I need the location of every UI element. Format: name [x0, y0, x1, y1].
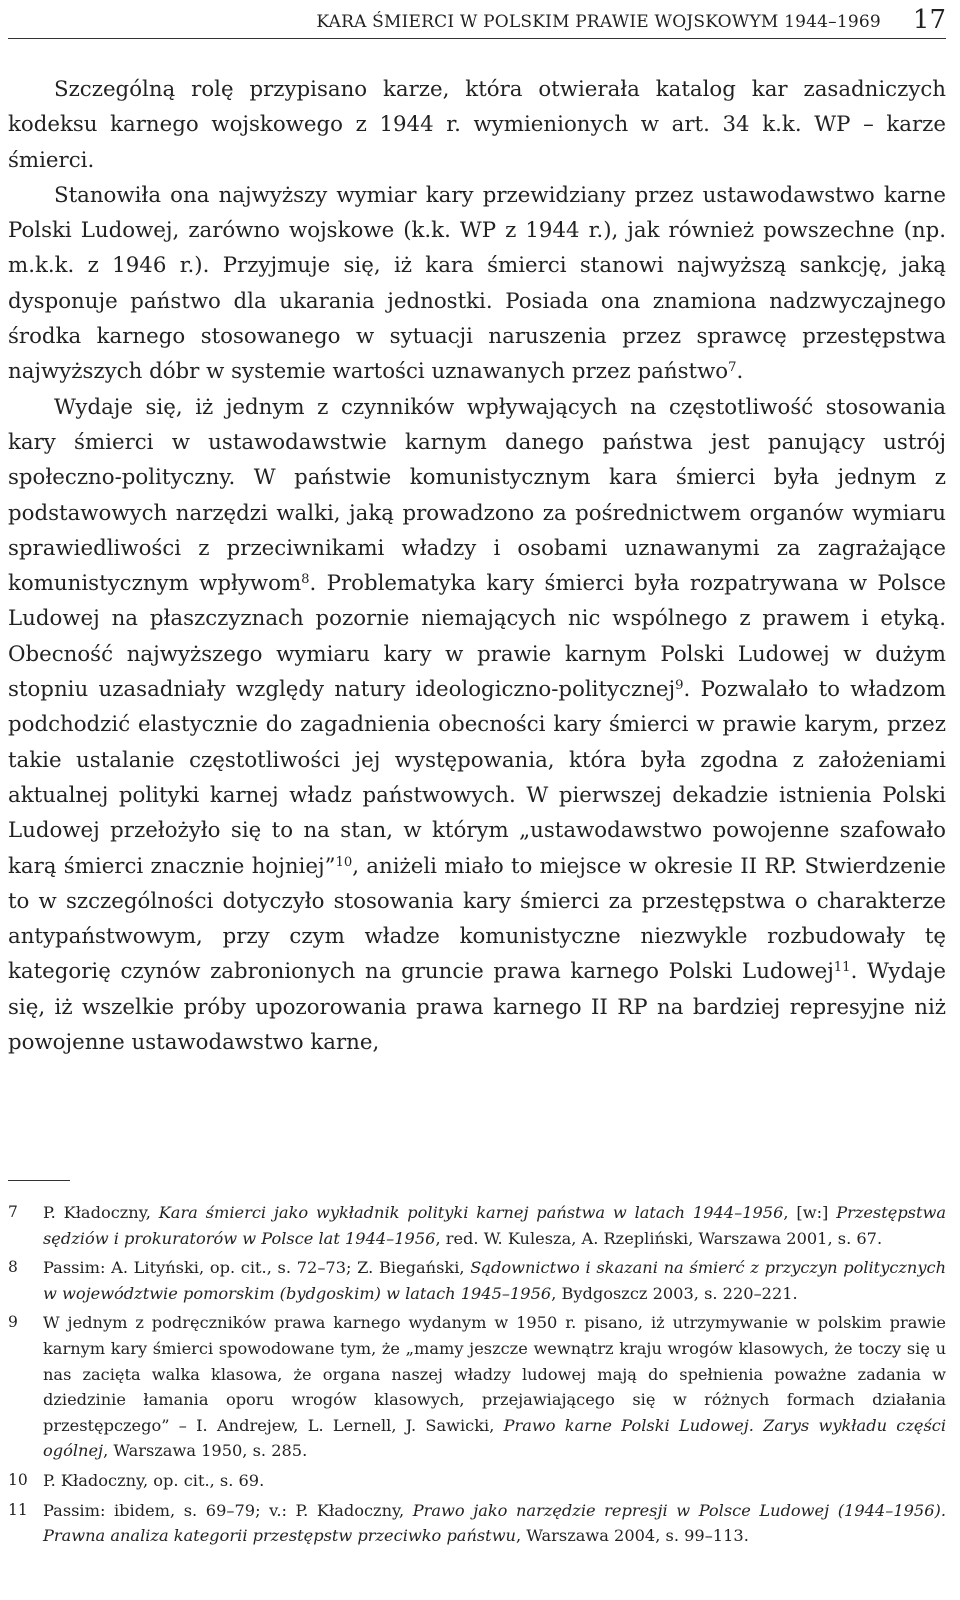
paragraph-2-end: .	[736, 359, 744, 385]
running-title: KARA ŚMIERCI W POLSKIM PRAWIE WOJSKOWYM 1944–1969	[316, 12, 881, 32]
footnote-publication: , Bydgoszcz 2003, s. 220–221.	[551, 1283, 798, 1303]
footnote-publication: , Warszawa 1950, s. 285.	[103, 1441, 308, 1461]
footnote-text-part: , [w:]	[783, 1203, 837, 1222]
footnote-text	[43, 1200, 946, 1251]
footnote-ref-8[interactable]: 8	[301, 571, 310, 587]
paragraph-3	[8, 390, 946, 1061]
footnote-author: Passim: A. Lityński, op. cit., s. 72–73; Z. Biegański,	[43, 1258, 471, 1278]
footnote-citation: P. Kładoczny, op. cit., s. 69.	[43, 1470, 265, 1490]
footnote-ref-7[interactable]: 7	[728, 360, 737, 376]
footnote-text	[43, 1310, 946, 1464]
footnote-ref-9[interactable]: 9	[675, 677, 684, 693]
footnote-ref-10[interactable]: 10	[335, 854, 353, 870]
footnote-author: Passim: ibidem, s. 69–79; v.: P. Kładoczny,	[43, 1500, 413, 1520]
paragraph-3-text-a: Wydaje się, iż jednym z czynników wpływających na częstotliwość stosowania kary śmierci w ustawodawstwie karnym danego państwa jest panujący ustrój społeczno-polityczny. W państwie komunistycznym kara śmierci była jednym z podstawowych narzędzi walki, jaką prowadzono za pośrednictwem organów wymiaru sprawiedliwości z przeciwnikami władzy i osobami uznawanymi za zagrażające komunistycznym wpływom	[8, 394, 946, 597]
paragraph-3-text-b: . Problematyka kary śmierci była rozpatrywana w Polsce Ludowej na płaszczyznach pozornie niemających nic wspólnego z prawem i etyką. Obecność najwyższego wymiaru kary w prawie karnym Polski Ludowej w dużym stopniu uzasadniały względy natury ideologiczno-politycznej	[8, 571, 946, 703]
footnote-7	[8, 1200, 946, 1251]
footnote-11	[8, 1498, 946, 1549]
footnote-text	[43, 1498, 946, 1549]
footnote-text	[43, 1255, 946, 1306]
paragraph-3-text-c: . Pozwalało to władzom podchodzić elastycznie do zagadnienia obecności kary śmierci w prawie karym, przez takie ustalanie częstotliwości jej występowania, która była zgodna z założeniami aktualnej polityki karnej władz państwowych. W pierwszej dekadzie istnienia Polski Ludowej przełożyło się to na stan, w którym „ustawodawstwo powojenne szafowało karą śmierci znacznie hojniej”	[8, 677, 946, 879]
paragraph-3-text-e: . Wydaje się, iż wszelkie próby upozorowania prawa karnego II RP na bardziej represyjne niż powojenne ustawodawstwo karne,	[8, 959, 946, 1056]
footnote-number: 8	[8, 1258, 18, 1277]
footnote-number: 7	[8, 1203, 18, 1221]
footnote-9	[8, 1310, 946, 1464]
footnote-number: 10	[8, 1470, 28, 1489]
footnote-publication: , Warszawa 2004, s. 99–113.	[515, 1526, 749, 1546]
footnote-quote: W jednym z podręczników prawa karnego wydanym w 1950 r. pisano, iż utrzymywanie w polskim prawie karnym kary śmierci spowodowane tym, że „mamy jeszcze wewnątrz kraju wrogów klasowych, że toczy się u nas zacięta walka klasowa, że organa naszej władzy ludowej mają do spełnienia poważne zadania w dziedzinie łamania oporu wrogów klasowych, przejawiającego się w różnych formach działania przestępczego” – I. Andrejew, L. Lernell, J. Sawicki,	[43, 1313, 946, 1435]
page-header	[8, 0, 946, 39]
footnotes	[8, 1200, 946, 1553]
footnote-book-title: Przestępstwa sędziów i prokuratorów w Polsce lat 1944–1956	[43, 1203, 946, 1248]
footnote-title: Prawo karne Polski Ludowej. Zarys wykładu części ogólnej	[43, 1415, 946, 1461]
footnote-number: 11	[8, 1500, 28, 1519]
footnote-text	[43, 1468, 946, 1494]
footnote-divider	[8, 1180, 70, 1181]
paragraph-3-text-d: , aniżeli miało to miejsce w okresie II RP. Stwierdzenie to w szczególności dotyczyło stosowania kary śmierci za przestępstwa o charakterze antypaństwowym, przy czym władze komunistyczne niezwykle rozbudowały tę kategorię czynów zabronionych na gruncie prawa karnego Polski Ludowej	[8, 853, 947, 985]
footnote-ref-11[interactable]: 11	[833, 960, 851, 976]
footnote-title: Prawo jako narzędzie represji w Polsce Ludowej (1944–1956). Prawna analiza kategorii przestępstw przeciwko państwu	[43, 1500, 946, 1546]
footnote-10	[8, 1468, 946, 1494]
paragraph-1: Szczególną rolę przypisano karze, która otwierała katalog kar zasadniczych kodeksu karnego wojskowego z 1944 r. wymienionych w art. 34 k.k. WP – karze śmierci.	[8, 77, 946, 173]
footnote-8	[8, 1255, 946, 1306]
paragraph-2	[8, 178, 946, 390]
page-number: 17	[912, 5, 946, 35]
footnote-title: Sądownictwo i skazani na śmierć z przyczyn politycznych w województwie pomorskim (bydgoskim) w latach 1945–1956	[43, 1258, 946, 1303]
footnote-author: P. Kładoczny,	[43, 1203, 159, 1222]
footnote-title: Kara śmierci jako wykładnik polityki karnej państwa w latach 1944–1956	[158, 1203, 784, 1222]
paragraph-2-text: Stanowiła ona najwyższy wymiar kary przewidziany przez ustawodawstwo karne Polski Ludowej, zarówno wojskowe (k.k. WP z 1944 r.), jak również powszechne (np. m.k.k. z 1946 r.). Przyjmuje się, iż kara śmierci stanowi najwyższą sankcję, jaką dysponuje państwo dla ukarania jednostki. Posiada ona znamiona nadzwyczajnego środka karnego stosowanego w sytuacji naruszenia przez sprawcę przestępstwa najwyższych dóbr w systemie wartości uznawanych przez państwo	[8, 182, 946, 385]
footnote-number: 9	[8, 1313, 18, 1332]
main-text	[8, 72, 946, 1060]
footnote-publication: , red. W. Kulesza, A. Rzepliński, Warszawa 2001, s. 67.	[435, 1228, 883, 1248]
